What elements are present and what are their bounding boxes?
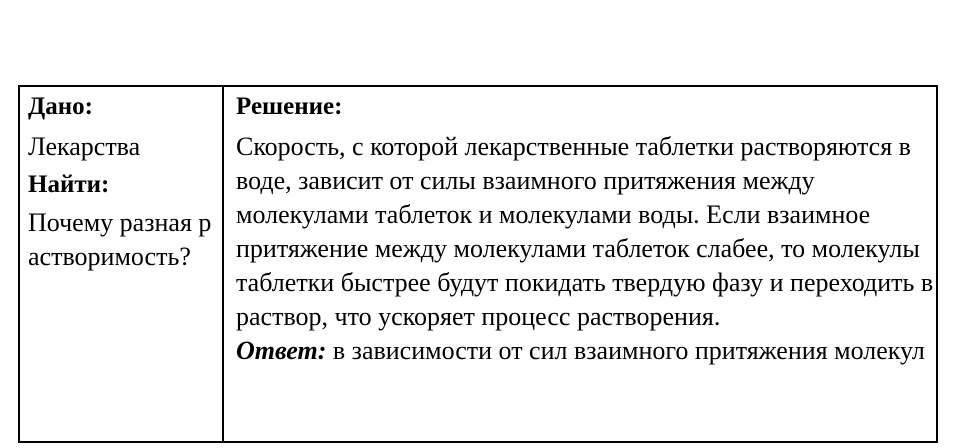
given-column: [20, 87, 224, 441]
given-title: Дано:: [28, 93, 93, 120]
find-title: Найти:: [28, 171, 110, 198]
task-table: [18, 85, 938, 443]
answer-label: Ответ:: [236, 336, 327, 365]
given-value: Лекарства: [28, 132, 141, 161]
solution-column: [224, 87, 936, 441]
solution-title: Решение:: [236, 93, 343, 120]
find-value: Почему разная растворимость?: [28, 208, 212, 271]
solution-text: Скорость, с которой лекарственные таблетки растворяются в воде, зависит от силы взаимного притяжения между молекулами таблеток и молекулами воды. Если взаимное притяжение между молекулами таблеток слабее, то молекулы таблетки быстрее будут покидать твердую фазу и переходить в раствор, что ускоряет процесс растворения.: [236, 132, 934, 331]
answer-text: в зависимости от сил взаимного притяжения молекул: [326, 336, 925, 365]
answer-paragraph: [236, 334, 936, 368]
